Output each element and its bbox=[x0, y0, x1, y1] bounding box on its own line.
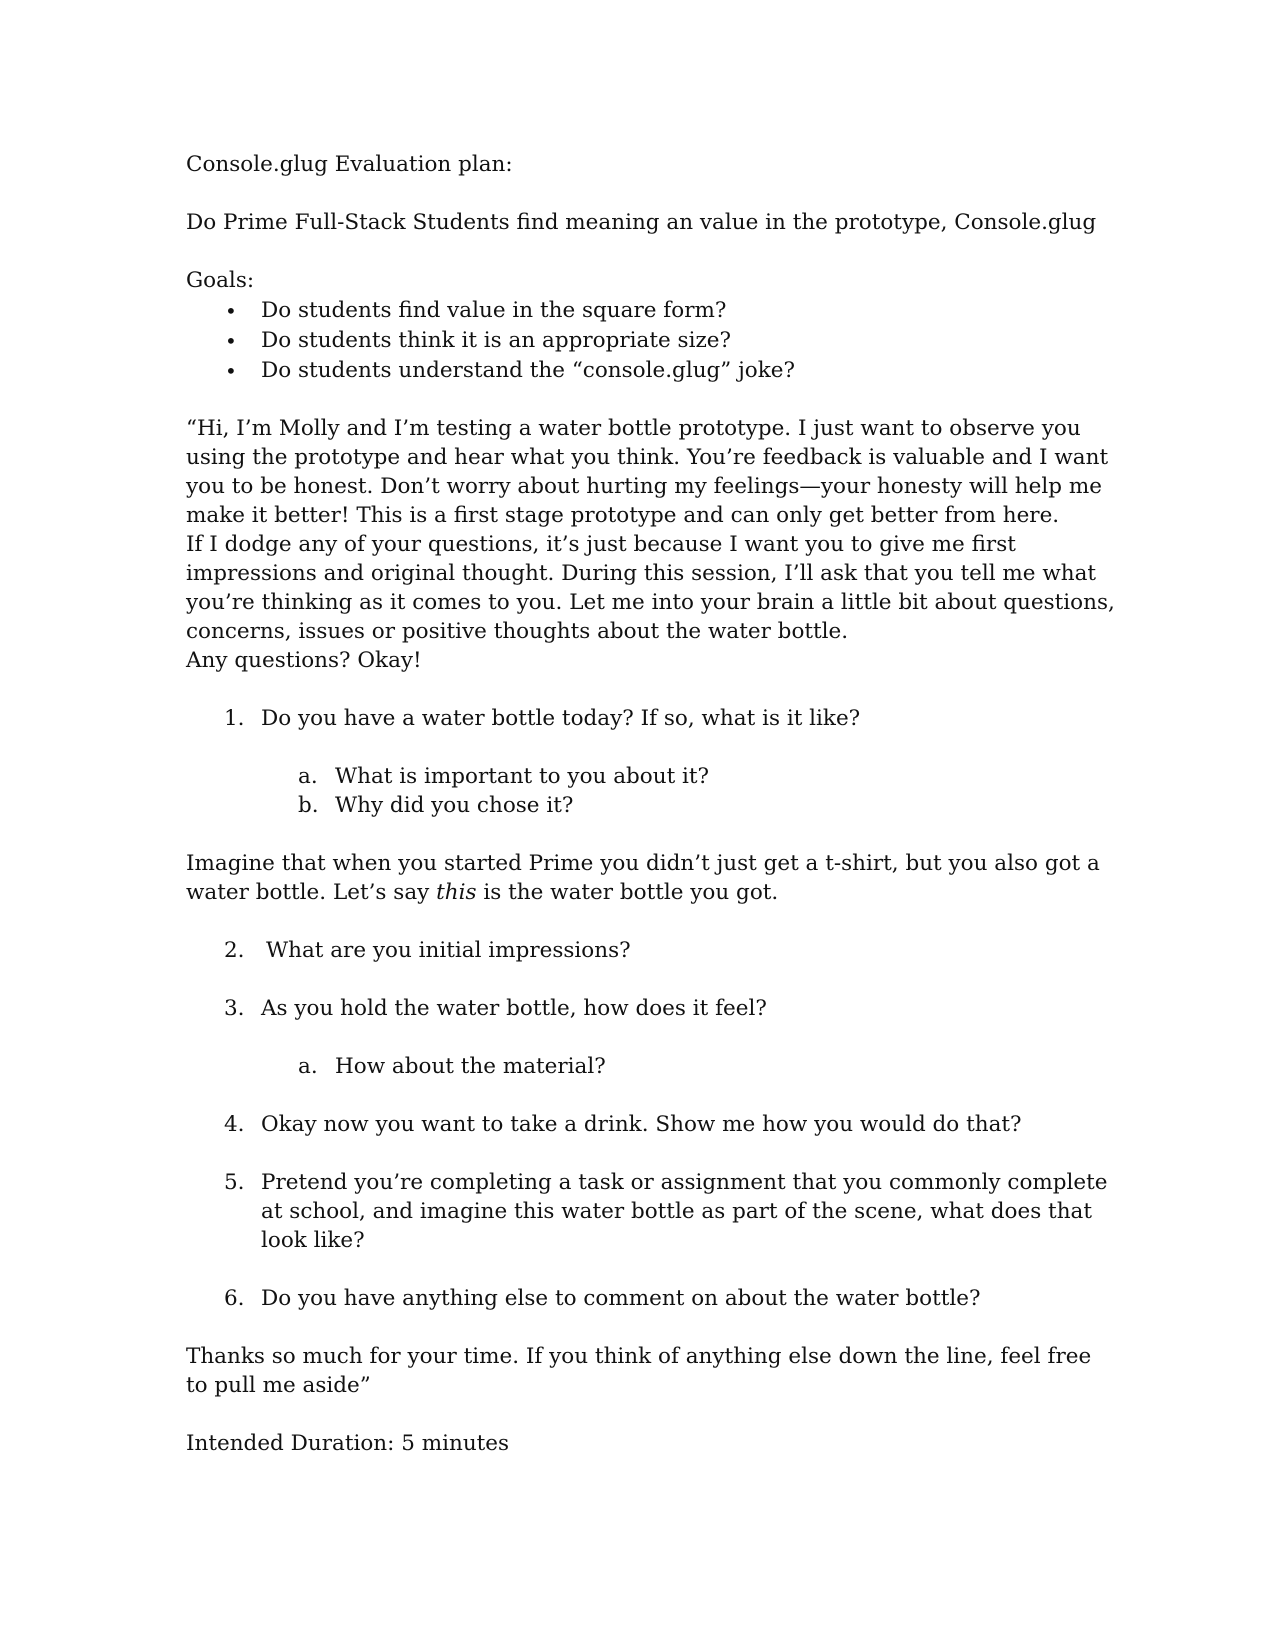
intro-line: concerns, issues or positive thoughts about the water bottle. bbox=[186, 619, 849, 644]
thanks-line: to pull me aside” bbox=[186, 1373, 371, 1398]
bullet-icon: • bbox=[225, 299, 237, 323]
sub-question: How about the material? bbox=[335, 1054, 606, 1079]
question-number: 4. bbox=[224, 1112, 245, 1137]
intro-line: If I dodge any of your questions, it’s just because I want you to give me first bbox=[186, 532, 1016, 557]
bullet-icon: • bbox=[225, 359, 237, 383]
goals-heading: Goals: bbox=[186, 268, 255, 293]
sub-question: Why did you chose it? bbox=[335, 793, 574, 818]
intro-line: Any questions? Okay! bbox=[186, 648, 422, 673]
question-6: Do you have anything else to comment on about the water bottle? bbox=[261, 1286, 981, 1311]
intro-line: you to be honest. Don’t worry about hurting my feelings—your honesty will help me bbox=[186, 474, 1102, 499]
thanks-line: Thanks so much for your time. If you think of anything else down the line, feel free bbox=[186, 1344, 1092, 1369]
question-5-line: Pretend you’re completing a task or assignment that you commonly complete bbox=[261, 1170, 1108, 1195]
question-2: What are you initial impressions? bbox=[266, 938, 631, 963]
intro-line: make it better! This is a first stage prototype and can only get better from here. bbox=[186, 503, 1060, 528]
bullet-icon: • bbox=[225, 329, 237, 353]
question-5-line: at school, and imagine this water bottle as part of the scene, what does that bbox=[261, 1199, 1093, 1224]
sub-question-letter: a. bbox=[298, 764, 318, 789]
sub-question-letter: b. bbox=[298, 793, 319, 818]
intro-line: “Hi, I’m Molly and I’m testing a water bottle prototype. I just want to observe you bbox=[186, 416, 1081, 441]
intended-duration: Intended Duration: 5 minutes bbox=[186, 1431, 510, 1456]
goal-item: Do students understand the “console.glug” joke? bbox=[261, 358, 796, 383]
intro-line: using the prototype and hear what you think. You’re feedback is valuable and I want bbox=[186, 445, 1109, 470]
question-4: Okay now you want to take a drink. Show me how you would do that? bbox=[261, 1112, 1022, 1137]
question-number: 2. bbox=[224, 938, 245, 963]
sub-question: What is important to you about it? bbox=[335, 764, 710, 789]
question-number: 3. bbox=[224, 996, 245, 1021]
research-question: Do Prime Full-Stack Students find meaning an value in the prototype, Console.glug bbox=[186, 210, 1097, 235]
question-number: 6. bbox=[224, 1286, 245, 1311]
question-3: As you hold the water bottle, how does it feel? bbox=[261, 996, 767, 1021]
intro-line: you’re thinking as it comes to you. Let me into your brain a little bit about questions, bbox=[186, 590, 1115, 615]
sub-question-letter: a. bbox=[298, 1054, 318, 1079]
intro-line: impressions and original thought. During this session, I’ll ask that you tell me what bbox=[186, 561, 1097, 586]
imagine-line: water bottle. Let’s say this is the water bottle you got. bbox=[186, 880, 779, 905]
imagine-line: Imagine that when you started Prime you didn’t just get a t-shirt, but you also got a bbox=[186, 851, 1100, 876]
emphasis-word: this bbox=[436, 880, 477, 905]
goal-item: Do students find value in the square form? bbox=[261, 298, 727, 323]
question-number: 5. bbox=[224, 1170, 245, 1195]
question-number: 1. bbox=[224, 706, 245, 731]
question-5-line: look like? bbox=[261, 1228, 365, 1253]
document-title: Console.glug Evaluation plan: bbox=[186, 152, 513, 177]
question-1: Do you have a water bottle today? If so, what is it like? bbox=[261, 706, 861, 731]
goal-item: Do students think it is an appropriate size? bbox=[261, 328, 732, 353]
